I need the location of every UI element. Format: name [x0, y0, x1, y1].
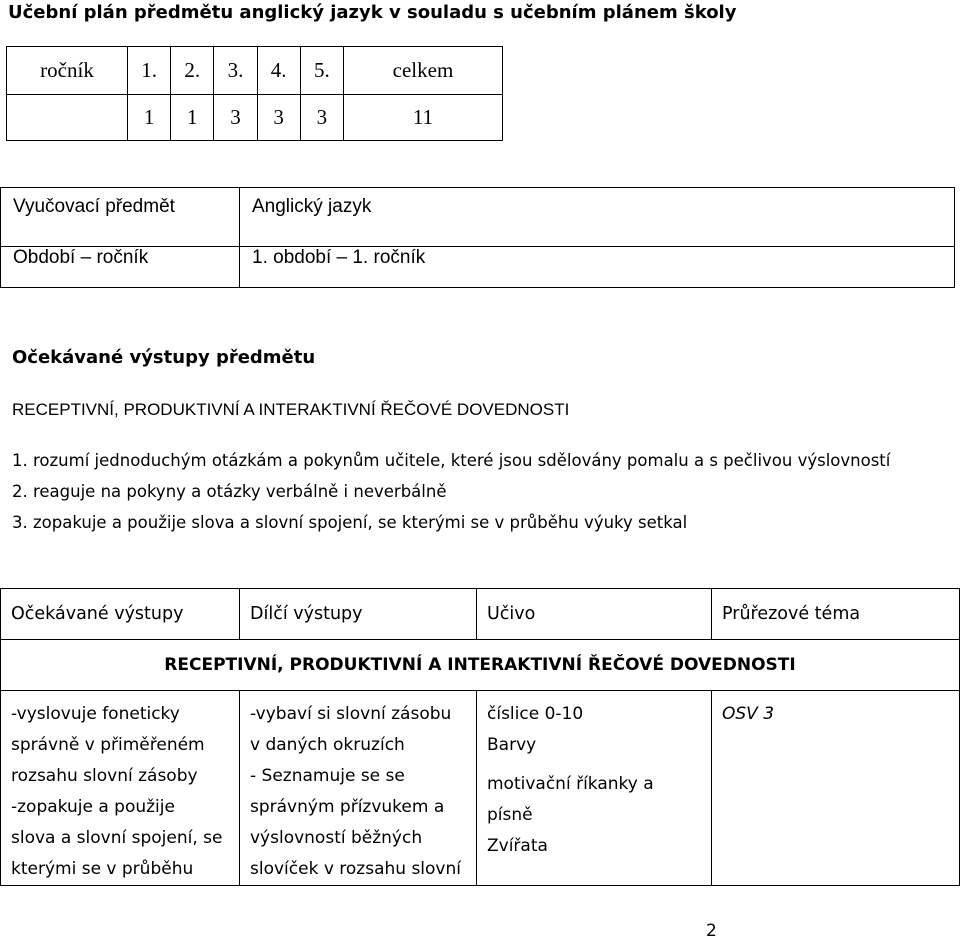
- subject-label: Vyučovací předmět: [1, 188, 240, 247]
- hours-value-cell: 1: [128, 95, 171, 141]
- cell-line: výslovností běžných: [250, 828, 423, 848]
- cell-line: slova a slovní spojení, se: [11, 828, 223, 848]
- hours-header-cell: 2.: [171, 47, 214, 95]
- header-expected-outcomes: Očekávané výstupy: [1, 589, 240, 640]
- subject-row: [1, 188, 955, 247]
- period-value: 1. období – 1. ročník: [240, 247, 955, 288]
- outcomes-table: [0, 588, 960, 886]
- hours-header-row: [7, 47, 503, 95]
- partial-outcomes-cell: [240, 691, 477, 886]
- outcomes-section-row: [1, 640, 960, 691]
- hours-table: [6, 46, 503, 141]
- subject-table: [0, 187, 955, 288]
- cell-line: správným přízvukem a: [250, 797, 445, 817]
- subject-value: Anglický jazyk: [240, 188, 955, 247]
- hours-header-cell: 1.: [128, 47, 171, 95]
- cell-line: Zvířata: [487, 836, 548, 856]
- hours-value-cell: 3: [300, 95, 343, 141]
- expected-outcomes-cell: [1, 691, 240, 886]
- hours-header-cell: 5.: [300, 47, 343, 95]
- cell-spacer: [487, 761, 711, 769]
- section-title: RECEPTIVNÍ, PRODUKTIVNÍ A INTERAKTIVNÍ ŘEČOVÉ DOVEDNOSTI: [1, 640, 960, 691]
- outcome-item-1: 1. rozumí jednoduchým otázkám a pokynům učitele, které jsou sdělovány pomalu a s pečlivou výslovností: [12, 451, 891, 470]
- cell-line: správně v přiměřeném: [11, 735, 205, 755]
- cell-line: - Seznamuje se se: [250, 766, 405, 786]
- hours-header-cell: 4.: [257, 47, 300, 95]
- cell-line: Barvy: [487, 735, 537, 755]
- outcomes-heading: Očekávané výstupy předmětu: [12, 347, 316, 368]
- hours-values-row: [7, 95, 503, 141]
- outcomes-header-row: [1, 589, 960, 640]
- hours-header-cell: ročník: [7, 47, 128, 95]
- cross-curricular-cell: [712, 691, 960, 886]
- hours-value-cell: 1: [171, 95, 214, 141]
- hours-value-cell: 3: [257, 95, 300, 141]
- curriculum-cell: [477, 691, 712, 886]
- cell-line: v daných okruzích: [250, 735, 405, 755]
- outcomes-category: RECEPTIVNÍ, PRODUKTIVNÍ A INTERAKTIVNÍ ŘEČOVÉ DOVEDNOSTI: [12, 400, 570, 419]
- cell-line: -vyslovuje foneticky: [11, 704, 180, 724]
- cell-line: motivační říkanky a: [487, 774, 654, 794]
- header-partial-outcomes: Dílčí výstupy: [240, 589, 477, 640]
- period-row: [1, 247, 955, 288]
- hours-header-cell: celkem: [343, 47, 502, 95]
- header-curriculum: Učivo: [477, 589, 712, 640]
- outcomes-content-row: [1, 691, 960, 886]
- cell-line: slovíček v rozsahu slovní: [250, 859, 461, 879]
- outcome-item-3: 3. zopakuje a použije slova a slovní spojení, se kterými se v průběhu výuky setkal: [12, 513, 688, 532]
- hours-value-cell: 11: [343, 95, 502, 141]
- header-cross-curricular-theme: Průřezové téma: [712, 589, 960, 640]
- cell-line: OSV 3: [722, 704, 775, 724]
- outcome-item-2: 2. reaguje na pokyny a otázky verbálně i neverbálně: [12, 482, 447, 501]
- page-number: 2: [706, 921, 717, 941]
- cell-line: kterými se v průběhu: [11, 859, 194, 879]
- cell-line: rozsahu slovní zásoby: [11, 766, 198, 786]
- hours-value-cell: [7, 95, 128, 141]
- cell-line: číslice 0-10: [487, 704, 584, 724]
- cell-line: -zopakuje a použije: [11, 797, 175, 817]
- hours-value-cell: 3: [214, 95, 257, 141]
- hours-header-cell: 3.: [214, 47, 257, 95]
- cell-line: -vybaví si slovní zásobu: [250, 704, 452, 724]
- period-label: Období – ročník: [1, 247, 240, 288]
- cell-line: písně: [487, 805, 533, 825]
- document-title: Učební plán předmětu anglický jazyk v souladu s učebním plánem školy: [8, 2, 737, 23]
